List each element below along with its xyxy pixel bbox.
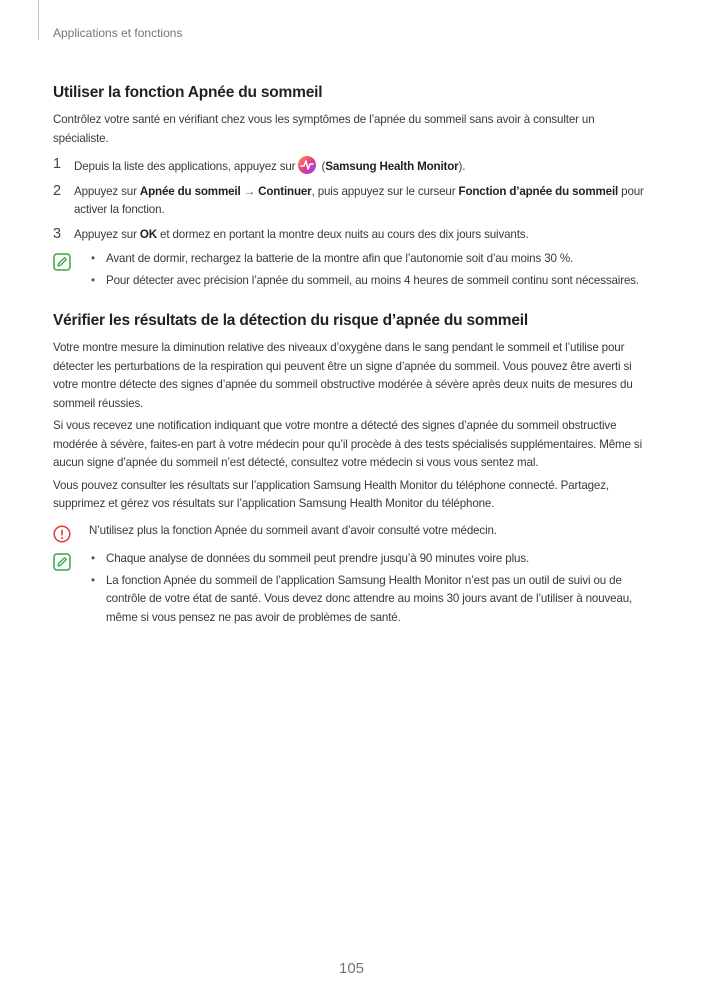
note-item: • Chaque analyse de données du sommeil peut prendre jusqu’à 90 minutes voire plus. [89,550,653,569]
note-item: • Avant de dormir, rechargez la batterie de la montre afin que l’autonomie soit d’au moins 30 %. [89,250,653,269]
note-pencil-icon [53,253,71,271]
step-number: 1 [53,156,61,172]
paragraph: Si vous recevez une notification indiquant que votre montre a détecté des signes d’apnée du sommeil obstructive modérée à sévère, faites-en part à votre médecin pour qu’il procède à des tests spécialisés supplémentaires. Même si aucun signe d’apnée du sommeil n’est détecté, consultez votre médecin si vous vous sentez mal. [53,419,643,469]
warning-text: N’utilisez plus la fonction Apnée du sommeil avant d’avoir consulté votre médecin. [89,523,497,537]
note-list [89,550,653,627]
step-1: 1 Depuis la liste des applications, appuyez sur (Samsung Health Monitor). [53,156,466,173]
note-item: • Pour détecter avec précision l’apnée du sommeil, au moins 4 heures de sommeil continu sont nécessaires. [89,272,653,291]
running-header: Applications et fonctions [53,26,183,40]
warning-block [53,522,653,541]
step-number: 3 [53,225,61,242]
section-title-sleep-apnea: Utiliser la fonction Apnée du sommeil [53,84,323,101]
paragraph: Vous pouvez consulter les résultats sur l’application Samsung Health Monitor du téléphone connecté. Partagez, supprimez et gérez vos résultats sur l’application Samsung Health Monitor du téléphone. [53,478,609,510]
steps-list [53,156,653,244]
paragraph: Votre montre mesure la diminution relative des niveaux d’oxygène dans le sang pendant le sommeil et l’utilise pour détecter les perturbations de la respiration qui peuvent être un signe d’apnée du sommeil. Vous pouvez être averti si votre montre détecte des signes d’apnée du sommeil obstructive modérée à sévère après deux nuits de mesures du sommeil réussies. [53,341,633,410]
step-2: 2 Appuyez sur Apnée du sommeil → Continuer, puis appuyez sur le curseur Fonction d’apnée du sommeil pour activer la fonction. [53,182,644,216]
samsung-health-monitor-icon [298,156,316,174]
page-number: 105 [338,960,365,977]
section-title-results: Vérifier les résultats de la détection du risque d’apnée du sommeil [53,312,528,329]
note-block [53,250,653,290]
header-rule [38,0,39,40]
step-3: 3 Appuyez sur OK et dormez en portant la montre deux nuits au cours des dix jours suivants. [53,225,529,242]
note-item: • La fonction Apnée du sommeil de l’application Samsung Health Monitor n’est pas un outil de suivi ou de contrôle de votre état de santé. Vous devez donc attendre au moins 30 jours avant de l’utiliser à nouveau, même si vous pensez ne pas avoir de problèmes de santé. [89,572,653,628]
note-block [53,550,653,627]
page-content [53,84,653,635]
note-list [89,250,653,290]
section-intro: Contrôlez votre santé en vérifiant chez vous les symptômes de l’apnée du sommeil sans avoir à consulter un spécialiste. [53,113,595,145]
note-pencil-icon [53,553,71,571]
warning-icon [53,525,71,543]
step-number: 2 [53,182,61,199]
